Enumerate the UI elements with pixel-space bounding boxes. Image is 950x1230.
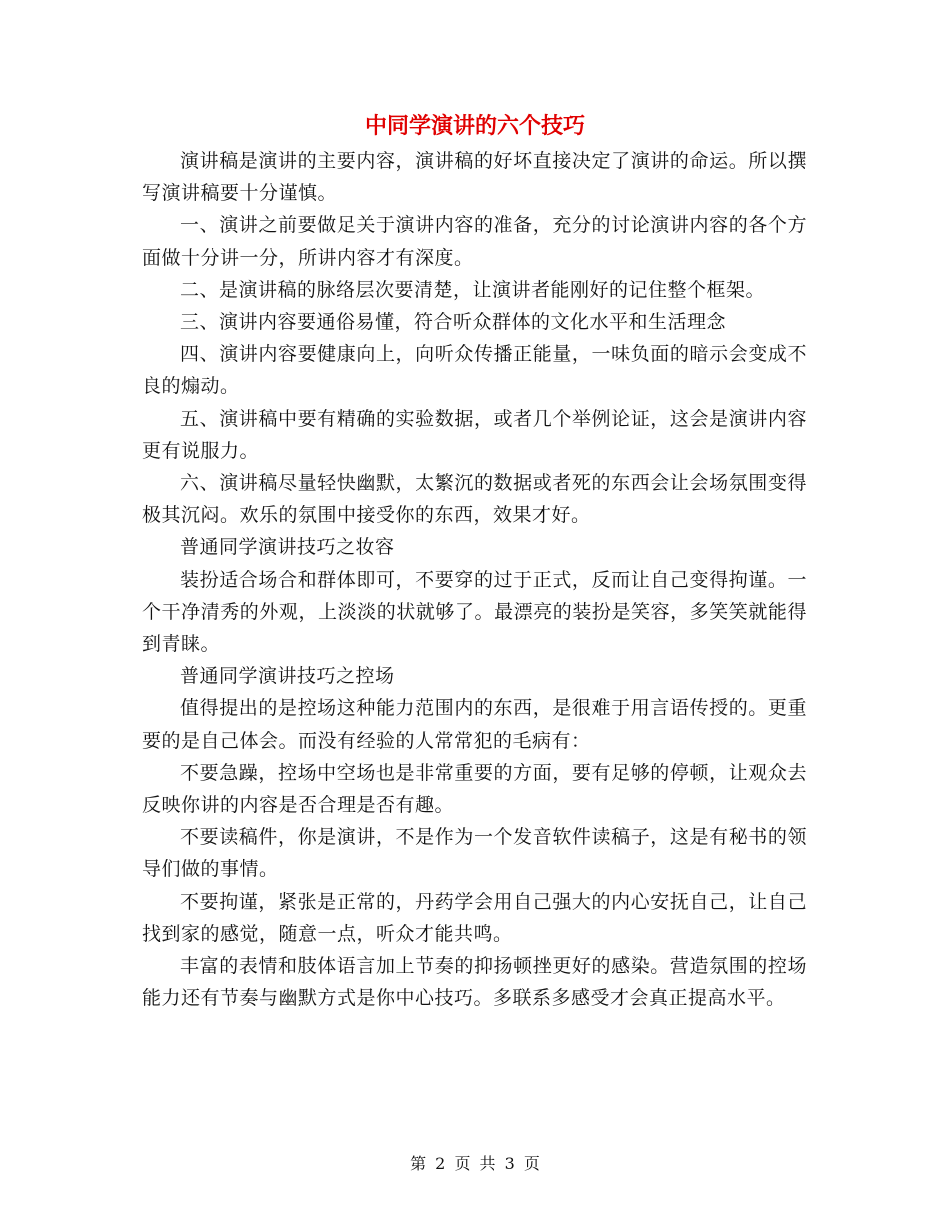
paragraph-tip-5: 五、演讲稿中要有精确的实验数据，或者几个举例论证，这会是演讲内容更有说服力。 xyxy=(142,407,807,462)
paragraph-tip-6: 六、演讲稿尽量轻快幽默，太繁沉的数据或者死的东西会让会场氛围变得极其沉闷。欢乐的氛围中接受你的东西，效果才好。 xyxy=(142,472,807,527)
paragraph-tip-2: 二、是演讲稿的脉络层次要清楚，让演讲者能刚好的记住整个框架。 xyxy=(180,278,766,301)
paragraph-makeup: 装扮适合场合和群体即可，不要穿的过于正式，反而让自己变得拘谨。一个干净清秀的外观，上淡淡的状就够了。最漂亮的装扮是笑容，多笑笑就能得到青睐。 xyxy=(142,568,807,656)
document-body xyxy=(142,145,807,1014)
paragraph-tip-1: 一、演讲之前要做足关于演讲内容的准备，充分的讨论演讲内容的各个方面做十分讲一分，所讲内容才有深度。 xyxy=(142,214,807,269)
paragraph-expression: 丰富的表情和肢体语言加上节奏的抑扬顿挫更好的感染。营造氛围的控场能力还有节奏与幽默方式是你中心技巧。多联系多感受才会真正提高水平。 xyxy=(142,955,807,1010)
section-heading-stage-control: 普通同学演讲技巧之控场 xyxy=(180,665,395,688)
paragraph-stage-control-intro: 值得提出的是控场这种能力范围内的东西，是很难于用言语传授的。更重要的是自己体会。而没有经验的人常常犯的毛病有： xyxy=(142,697,807,752)
paragraph-tip-3: 三、演讲内容要通俗易懂，符合听众群体的文化水平和生活理念 xyxy=(180,311,727,334)
page-number-footer: 第 2 页 共 3 页 xyxy=(410,1154,540,1173)
page-title: 中同学演讲的六个技巧 xyxy=(364,113,585,139)
paragraph-intro: 演讲稿是演讲的主要内容，演讲稿的好坏直接决定了演讲的命运。所以撰写演讲稿要十分谨慎。 xyxy=(142,150,807,205)
paragraph-tip-4: 四、演讲内容要健康向上，向听众传播正能量，一味负面的暗示会变成不良的煽动。 xyxy=(142,343,807,398)
paragraph-no-rush: 不要急躁，控场中空场也是非常重要的方面，要有足够的停顿，让观众去反映你讲的内容是否合理是否有趣。 xyxy=(142,761,807,817)
paragraph-no-stiffness: 不要拘谨，紧张是正常的，丹药学会用自己强大的内心安抚自己，让自己找到家的感觉，随意一点，听众才能共鸣。 xyxy=(142,890,807,945)
section-heading-makeup: 普通同学演讲技巧之妆容 xyxy=(180,536,395,559)
paragraph-no-reading: 不要读稿件，你是演讲，不是作为一个发音软件读稿子，这是有秘书的领导们做的事情。 xyxy=(142,826,807,881)
